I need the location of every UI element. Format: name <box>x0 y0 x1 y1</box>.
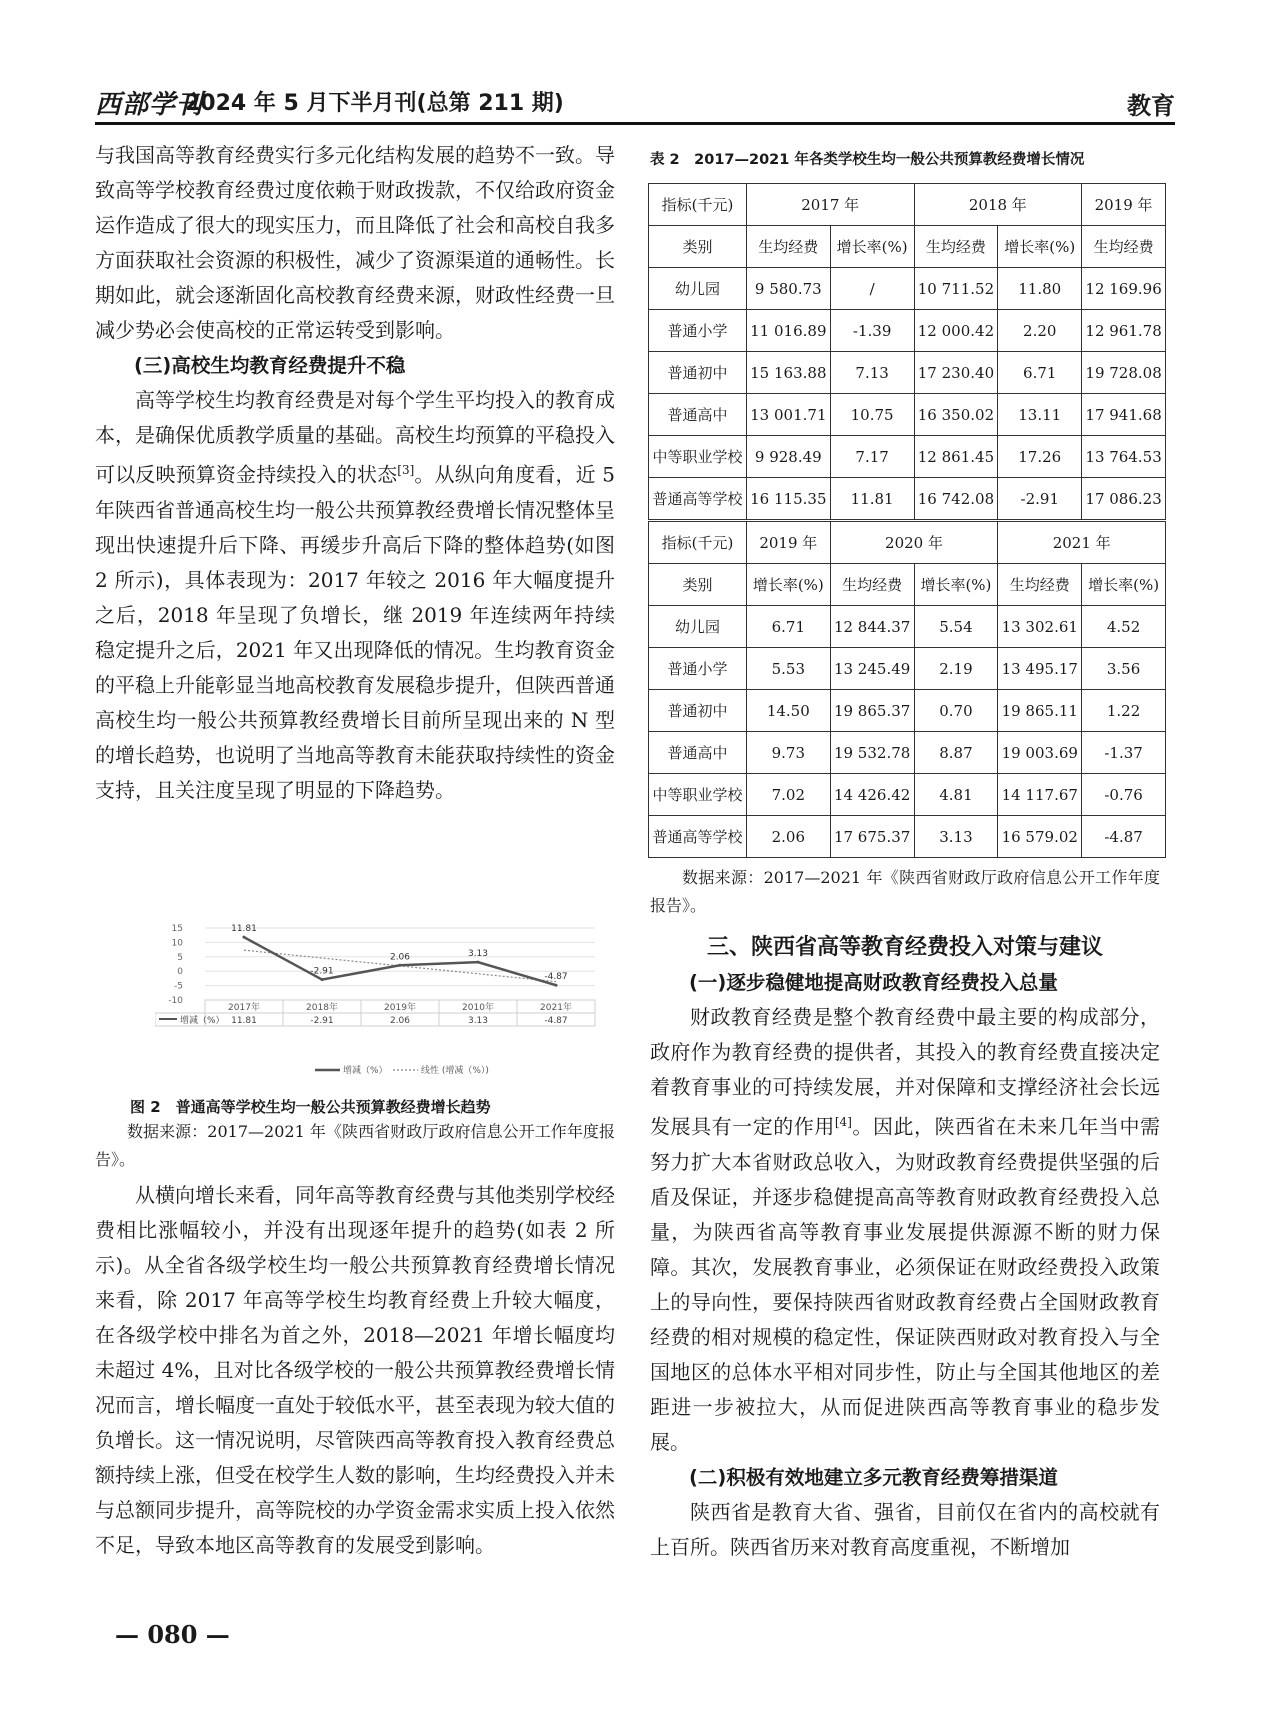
table-row <box>649 310 1166 352</box>
left-paragraph-2b: 。从纵向角度看，近 5 年陕西省普通高校生均一般公共预算教经费增长情况整体呈现出快速提升后下降、再缓步升高后下降的整体趋势(如图 2 所示)，具体表现为：2017 年较之 2016 年大幅度提升之后，2018 年呈现了负增长，继 2019 年连续两年持续稳定提升之后，2021 年又出现降低的情况。生均教育资金的平稳上升能彰显当地高校教育发展稳步提升，但陕西普通高校生均一般公共预算教经费增长目前所呈现出来的 N 型的增长趋势，也说明了当地高等教育未能获取持续性的资金支持，且关注度呈现了明显的下降趋势。 <box>95 462 616 802</box>
data-point <box>477 961 480 964</box>
x-tick-label: 2018年 <box>306 1003 338 1013</box>
table-cell: 2.06 <box>746 816 830 858</box>
table-cell: 中等职业学校 <box>649 774 747 816</box>
y-tick-label: 15 <box>171 924 183 934</box>
table-cell: 1.22 <box>1082 690 1166 732</box>
table-cell: 13 245.49 <box>830 648 914 690</box>
left-column-lower <box>95 1118 615 1563</box>
table-row <box>649 394 1166 436</box>
table-subheader-cell: 生均经费 <box>1082 226 1166 268</box>
table-cell: 16 579.02 <box>998 816 1082 858</box>
table-subheader-row <box>649 564 1166 606</box>
table-header-cell: 2021 年 <box>998 521 1166 564</box>
y-tick-label: 10 <box>171 938 183 949</box>
table-cell: 3.56 <box>1082 648 1166 690</box>
table-cell: 13.11 <box>998 394 1082 436</box>
chart-table-value: -4.87 <box>544 1016 568 1026</box>
table-cell: 普通初中 <box>649 352 747 394</box>
table-subheader-cell: 增长率(%) <box>830 226 914 268</box>
table-cell: 12 169.96 <box>1082 268 1166 310</box>
right-paragraph-1b: 。因此，陕西省在未来几年当中需努力扩大本省财政总收入，为财政教育经费提供坚强的后盾及保证，并逐步稳健提高高等教育财政教育经费投入总量，为陕西省高等教育事业发展提供源源不断的财力保障。其次，发展教育事业，必须保证在财政经费投入政策上的导向性，要保持陕西省财政教育经费占全国财政教育经费的相对规模的稳定性，保证陕西财政对教育投入与全国地区的总体水平相对同步性，防止与全国其他地区的差距进一步被拉大，从而促进陕西高等教育事业的稳步发展。 <box>650 1114 1160 1454</box>
figure-source: 数据来源：2017—2021 年《陕西省财政厅政府信息公开工作年度报告》。 <box>95 1122 615 1169</box>
table-header-cell: 指标(千元) <box>649 521 747 564</box>
table-cell: 17.26 <box>998 436 1082 478</box>
growth-line-chart <box>155 918 605 1083</box>
table-cell: 中等职业学校 <box>649 436 747 478</box>
data-point <box>555 984 558 987</box>
table-subheader-cell: 生均经费 <box>914 226 998 268</box>
left-paragraph-1: 与我国高等教育经费实行多元化结构发展的趋势不一致。导致高等学校教育经费过度依赖于财政拨款，不仅给政府资金运作造成了很大的现实压力，而且降低了社会和高校自我多方面获取社会资源的积极性，减少了资源渠道的通畅性。长期如此，就会逐渐固化高校教育经费来源，财政性经费一旦减少势必会使高校的正常运转受到影响。 <box>95 143 615 342</box>
table-row <box>649 352 1166 394</box>
table-row <box>649 478 1166 521</box>
table-cell: 9.73 <box>746 732 830 774</box>
table-cell: 13 764.53 <box>1082 436 1166 478</box>
table-cell: 17 230.40 <box>914 352 998 394</box>
table-cell: 13 495.17 <box>998 648 1082 690</box>
chart-table-value: 11.81 <box>231 1016 257 1026</box>
header-rule <box>95 122 1175 125</box>
table-cell: 19 865.11 <box>998 690 1082 732</box>
data-point <box>243 936 246 939</box>
x-tick-label: 2017年 <box>228 1003 260 1013</box>
table-cell: 2.19 <box>914 648 998 690</box>
x-tick-label: 2019年 <box>384 1003 416 1013</box>
table-cell: 12 000.42 <box>914 310 998 352</box>
table-cell: 17 086.23 <box>1082 478 1166 521</box>
table-cell: 普通高中 <box>649 394 747 436</box>
table-subheader-row <box>649 226 1166 268</box>
section-name: 教育 <box>1127 92 1175 120</box>
table-cell: 14 117.67 <box>998 774 1082 816</box>
table-cell: 11.80 <box>998 268 1082 310</box>
citation-3: [3] <box>397 463 415 477</box>
table-subheader-cell: 生均经费 <box>746 226 830 268</box>
table-cell: / <box>830 268 914 310</box>
y-tick-label: -10 <box>168 996 183 1006</box>
table-subheader-cell: 类别 <box>649 226 747 268</box>
table-cell: 19 532.78 <box>830 732 914 774</box>
table-row <box>649 648 1166 690</box>
table-header-row <box>649 521 1166 564</box>
table-cell: 16 115.35 <box>746 478 830 521</box>
table-cell: 13 302.61 <box>998 606 1082 648</box>
x-tick-label: 2021年 <box>540 1003 572 1013</box>
data-label: -4.87 <box>544 972 568 983</box>
table-cell: 11.81 <box>830 478 914 521</box>
table-cell: 普通高中 <box>649 732 747 774</box>
x-tick-label: 2010年 <box>462 1003 494 1013</box>
journal-logo: 西部学刊 <box>95 90 204 120</box>
data-label: 2.06 <box>389 952 411 963</box>
table-cell: 12 844.37 <box>830 606 914 648</box>
table-row <box>649 816 1166 858</box>
table-cell: 5.54 <box>914 606 998 648</box>
table-cell: 19 865.37 <box>830 690 914 732</box>
table-subheader-cell: 类别 <box>649 564 747 606</box>
table-cell: 15 163.88 <box>746 352 830 394</box>
table-cell: 普通高等学校 <box>649 816 747 858</box>
left-paragraph-2a: 高等学校生均教育经费是对每个学生平均投入的教育成本，是确保优质教学质量的基础。高校生均预算的平稳投入可以反映预算资金持续投入的状态 <box>95 388 615 487</box>
y-tick-label: -5 <box>174 981 183 992</box>
subsection-heading-2: (二)积极有效地建立多元教育经费筹措渠道 <box>689 1465 1058 1489</box>
table-cell: 9 580.73 <box>746 268 830 310</box>
table-cell: 9 928.49 <box>746 436 830 478</box>
subsection-heading-3: (三)高校生均教育经费提升不稳 <box>134 354 406 377</box>
right-paragraph-1a: 财政教育经费是整个教育经费中最主要的构成部分，政府作为教育经费的提供者，其投入的教育经费直接决定着教育事业的可持续发展，并对保障和支撑经济社会长远发展具有一定的作用 <box>650 1005 1160 1139</box>
data-label: -2.91 <box>310 966 334 977</box>
table-cell: -2.91 <box>998 478 1082 521</box>
table-cell: 11 016.89 <box>746 310 830 352</box>
chart-table-value: 2.06 <box>389 1016 411 1026</box>
table-cell: 12 861.45 <box>914 436 998 478</box>
chart-table-value: -2.91 <box>310 1016 334 1026</box>
subsection-heading-1: (一)逐步稳健地提高财政教育经费投入总量 <box>689 971 1058 994</box>
table-subheader-cell: 增长率(%) <box>998 226 1082 268</box>
table-cell: 16 350.02 <box>914 394 998 436</box>
table-cell: 7.02 <box>746 774 830 816</box>
table-cell: 8.87 <box>914 732 998 774</box>
table-cell: 10.75 <box>830 394 914 436</box>
table-subheader-cell: 生均经费 <box>830 564 914 606</box>
table-row <box>649 436 1166 478</box>
table-cell: 5.53 <box>746 648 830 690</box>
legend-trend-label: 线性 (增减（%）) <box>421 1066 489 1076</box>
section-heading: 三、陕西省高等教育经费投入对策与建议 <box>706 935 1103 960</box>
table-header-row <box>649 184 1166 226</box>
chart-table-value: 3.13 <box>467 1016 489 1026</box>
table-row <box>649 606 1166 648</box>
table-header-cell: 2019 年 <box>1082 184 1166 226</box>
data-label: 11.81 <box>231 924 257 935</box>
table-subheader-cell: 增长率(%) <box>914 564 998 606</box>
table-subheader-cell: 增长率(%) <box>1082 564 1166 606</box>
right-column <box>650 864 1160 1565</box>
table-subheader-cell: 增长率(%) <box>746 564 830 606</box>
table-cell: 17 675.37 <box>830 816 914 858</box>
table-cell: 7.13 <box>830 352 914 394</box>
table-cell: 14 426.42 <box>830 774 914 816</box>
table-cell: -1.39 <box>830 310 914 352</box>
table-caption: 表 2 2017—2021 年各类学校生均一般公共预算教经费增长情况 <box>650 152 1085 168</box>
citation-4: [4] <box>834 1115 852 1129</box>
table-cell: 0.70 <box>914 690 998 732</box>
table-cell: -0.76 <box>1082 774 1166 816</box>
chart-table-row-label: 增减（%） <box>180 1016 225 1026</box>
table-cell: 普通小学 <box>649 648 747 690</box>
table-cell: 4.52 <box>1082 606 1166 648</box>
issue-info: 2024 年 5 月下半月刊(总第 211 期) <box>185 91 564 116</box>
table-header-cell: 2019 年 <box>746 521 830 564</box>
table-header-cell: 2018 年 <box>914 184 1082 226</box>
left-column <box>95 138 615 808</box>
table-cell: 3.13 <box>914 816 998 858</box>
table-cell: 14.50 <box>746 690 830 732</box>
table-cell: 19 728.08 <box>1082 352 1166 394</box>
table-cell: 普通高等学校 <box>649 478 747 521</box>
table-cell: 幼儿园 <box>649 606 747 648</box>
table-cell: 6.71 <box>746 606 830 648</box>
table-row <box>649 268 1166 310</box>
table-row <box>649 774 1166 816</box>
table-cell: 10 711.52 <box>914 268 998 310</box>
left-paragraph-2 <box>95 383 615 808</box>
table-header-cell: 2020 年 <box>830 521 998 564</box>
y-tick-label: 0 <box>177 967 183 978</box>
table-cell: 7.17 <box>830 436 914 478</box>
table-cell: 6.71 <box>998 352 1082 394</box>
table-cell: 普通小学 <box>649 310 747 352</box>
table-source: 数据来源：2017—2021 年《陕西省财政厅政府信息公开工作年度报告》。 <box>650 868 1160 915</box>
table-cell: 2.20 <box>998 310 1082 352</box>
table-header-cell: 指标(千元) <box>649 184 747 226</box>
table-header-cell: 2017 年 <box>746 184 914 226</box>
data-table <box>648 183 1166 858</box>
legend-series-label: 增减（%） <box>343 1066 388 1076</box>
table-cell: 17 941.68 <box>1082 394 1166 436</box>
data-point <box>399 964 402 967</box>
right-paragraph-2: 陕西省是教育大省、强省，目前仅在省内的高校就有上百所。陕西省历来对教育高度重视，不断增加 <box>650 1499 1160 1559</box>
table-cell: 16 742.08 <box>914 478 998 521</box>
page-header <box>95 78 1175 126</box>
table-cell: 普通初中 <box>649 690 747 732</box>
figure-caption: 图 2 普通高等学校生均一般公共预算教经费增长趋势 <box>130 1098 491 1116</box>
table-cell: 12 961.78 <box>1082 310 1166 352</box>
page-number: — 080 — <box>115 1620 230 1649</box>
table-cell: -1.37 <box>1082 732 1166 774</box>
table-cell: 4.81 <box>914 774 998 816</box>
table-cell: -4.87 <box>1082 816 1166 858</box>
table-cell: 13 001.71 <box>746 394 830 436</box>
right-paragraph-1 <box>650 1000 1160 1460</box>
data-label: 3.13 <box>467 949 489 960</box>
left-paragraph-3: 从横向增长来看，同年高等教育经费与其他类别学校经费相比涨幅较小，并没有出现逐年提升的趋势(如表 2 所示)。从全省各级学校生均一般公共预算教育经费增长情况来看，除 2017 年高等学校生均教育经费上升较大幅度，在各级学校中排名为首之外，2018—2021 年增长幅度均未超过 4%，且对比各级学校的一般公共预算教经费增长情况而言，增长幅度一直处于较低水平，甚至表现为较大值的负增长。这一情况说明，尽管陕西高等教育投入教育经费总额持续上涨，但受在校学生人数的影响，生均经费投入并未与总额同步提升，高等院校的办学资金需求实质上投入依然不足，导致本地区高等教育的发展受到影响。 <box>95 1183 615 1557</box>
table-row <box>649 732 1166 774</box>
table-cell: 19 003.69 <box>998 732 1082 774</box>
table-cell: 幼儿园 <box>649 268 747 310</box>
table-row <box>649 690 1166 732</box>
y-tick-label: 5 <box>177 952 183 963</box>
data-point <box>321 978 324 981</box>
table-subheader-cell: 生均经费 <box>998 564 1082 606</box>
